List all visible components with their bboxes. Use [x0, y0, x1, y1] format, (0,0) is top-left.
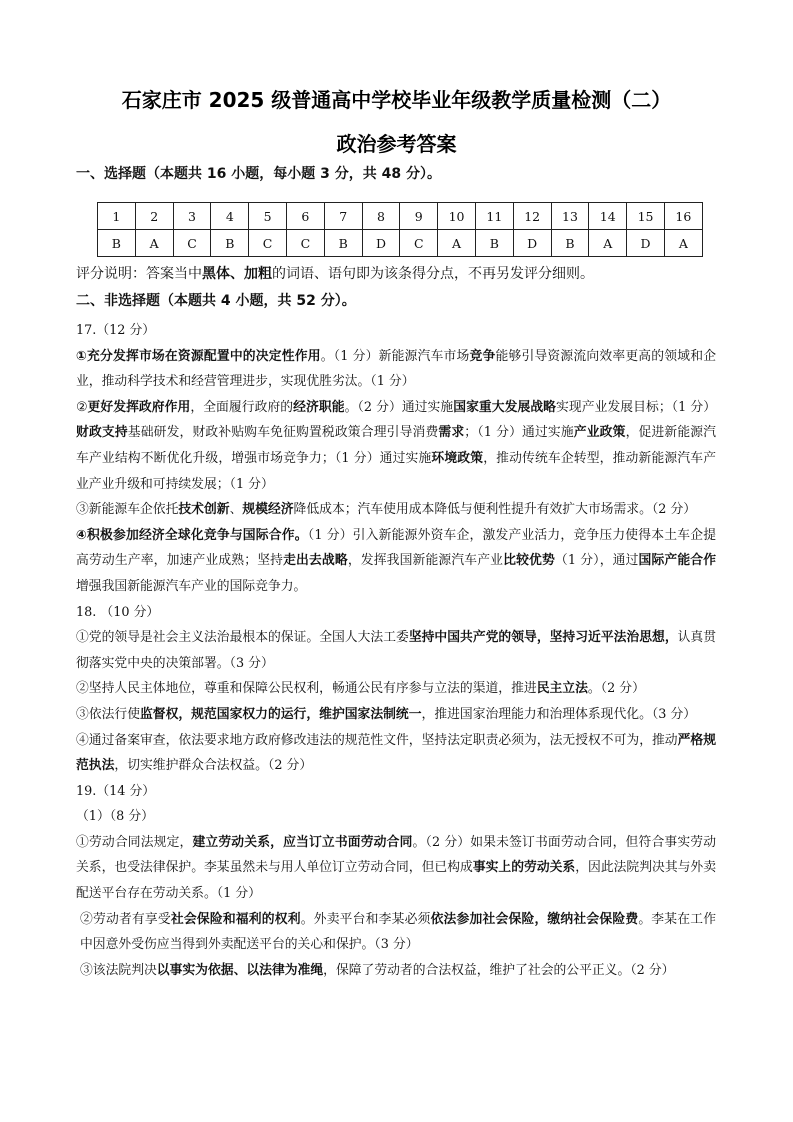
answer-text: 。（2 分）如果未签订书面劳动合同，但符合事实劳动关系，也受法律保护。李某虽然未与用人单位订立劳动合同，但已构成 — [76, 834, 717, 876]
answer-table-answer-cell: A — [135, 230, 173, 257]
answer-text: 增强我国新能源汽车产业的国际竞争力。 — [76, 578, 307, 594]
q19-point-1 — [76, 830, 716, 907]
answer-text: ，保障了劳动者的合法权益，维护了社会的公平正义。（2 分） — [323, 962, 675, 978]
answer-table-answer-cell: D — [362, 230, 400, 257]
q18-point-4 — [76, 728, 716, 779]
answer-text: （1 分）引入新能源外资车企，激发产业活力，竞争压力使得本土车企提高劳动生产率，加速产业成熟；坚持 — [76, 527, 717, 569]
answer-table-question-number: 5 — [249, 203, 287, 230]
answer-table-answer-row — [98, 230, 703, 257]
key-point-text: 走出去战略 — [283, 553, 348, 569]
answer-text: ③依法行使 — [76, 706, 140, 722]
answer-text: ③该法院判决 — [80, 962, 157, 978]
answer-table-question-number: 12 — [513, 203, 551, 230]
answer-table-answer-cell: B — [551, 230, 589, 257]
answer-text: 能够引导资源流向效率更高的领域和企业，推动科学技术和经营管理进步，实现优胜劣汰。（1 分） — [76, 348, 717, 390]
question-18-number: 18. （10 分） — [76, 604, 160, 620]
answer-table-answer-cell: C — [400, 230, 438, 257]
answer-table-question-number: 6 — [286, 203, 324, 230]
key-point-text: 事实上的劳动关系 — [472, 860, 576, 876]
question-17-number: 17.（12 分） — [76, 323, 156, 338]
scoring-note-text-2: 的词语、语句即为该条得分点，不再另发评分细则。 — [272, 266, 594, 282]
key-point-text: 民主立法 — [536, 681, 588, 697]
key-point-text: 产业政策 — [573, 425, 626, 441]
key-point-text: 技术创新 — [178, 502, 230, 518]
scoring-note-bold: 黑体、加粗 — [202, 266, 272, 282]
key-point-text: 财政支持 — [76, 425, 128, 441]
key-point-text: 比较优势 — [503, 553, 555, 569]
answer-table-answer-cell: A — [438, 230, 476, 257]
answer-text: 实现产业发展目标；（1 分） — [556, 399, 717, 415]
answer-text: ①劳动合同法规定， — [76, 834, 193, 850]
answer-table-question-number: 16 — [664, 203, 702, 230]
question-19-sub-1: （1）（8 分） — [76, 809, 154, 825]
answer-text: ；（1 分）通过实施 — [464, 425, 574, 441]
answer-table-question-number: 11 — [475, 203, 513, 230]
key-point-text: 规模经济 — [242, 502, 294, 518]
answer-text: 。（2 分） — [587, 681, 645, 697]
answer-text: 基础研发，财政补贴购车免征购置税政策合理引导消费 — [127, 425, 439, 441]
answer-text: ②坚持人民主体地位，尊重和保障公民权利，畅通公民有序参与立法的渠道，推进 — [76, 681, 537, 697]
key-point-text: 更好发挥政府作用 — [87, 399, 191, 415]
page-title: 石家庄市 2025 级普通高中学校毕业年级教学质量检测（二） — [121, 88, 672, 112]
key-point-text: 环境政策 — [431, 450, 484, 466]
q19-point-3 — [76, 958, 716, 984]
key-point-text: 国际产能合作 — [638, 553, 717, 569]
q18-point-3 — [76, 702, 716, 728]
q17-point-2 — [76, 395, 716, 497]
answer-text: 。（1 分）新能源汽车市场 — [320, 348, 470, 364]
answer-table-question-number: 2 — [135, 203, 173, 230]
answer-text: 。李某在工作中因意外受伤应当得到外卖配送平台的关心和保护。（3 分） — [80, 911, 717, 953]
answer-text: ③新能源车企依托 — [76, 502, 179, 518]
key-point-text: 竞争 — [469, 348, 496, 364]
answer-text: ，发挥我国新能源汽车产业 — [347, 553, 504, 569]
answer-table-question-number: 7 — [324, 203, 362, 230]
answer-table-answer-cell: A — [589, 230, 627, 257]
key-point-text: 坚持中国共产党的领导，坚持习近平法治思想， — [408, 630, 678, 646]
answer-text: ，促进新能源汽车产业结构不断优化升级，增强市场竞争力；（1 分）通过实施 — [76, 425, 717, 466]
scoring-note — [76, 263, 594, 283]
answer-text: ，推动传统车企转型，推动新能源汽车产业产业升级和可持续发展；（1 分） — [76, 450, 717, 492]
page-subtitle: 政治参考答案 — [336, 132, 457, 156]
key-point-text: 国家重大发展战略 — [453, 399, 557, 415]
q19-point-2 — [76, 907, 716, 958]
section-2-heading: 二、非选择题（本题共 4 小题，共 52 分）。 — [76, 293, 356, 309]
answer-table-question-number: 14 — [589, 203, 627, 230]
scoring-note-text-1: 评分说明：答案当中 — [76, 266, 202, 282]
answer-text: ，切实维护群众合法权益。（2 分） — [114, 758, 313, 774]
answer-text: 。（2 分）通过实施 — [344, 399, 454, 415]
answer-text: ①党的领导是社会主义法治最根本的保证。全国人大法工委 — [76, 630, 409, 646]
key-point-text: 严格规范执法 — [76, 732, 717, 774]
answer-text: 。外卖平台和李某必须 — [300, 911, 431, 927]
answer-table-answer-cell: B — [324, 230, 362, 257]
answer-table-answer-cell: B — [475, 230, 513, 257]
answer-text: 降低成本；汽车使用成本降低与便利性提升有效扩大市场需求。（2 分） — [293, 502, 697, 518]
key-point-text: 社会保险和福利的权利 — [170, 911, 301, 927]
answer-table-answer-cell: C — [173, 230, 211, 257]
key-point-text: ④积极参加经济全球化竞争与国际合作。 — [76, 527, 308, 543]
answer-table-question-number: 1 — [98, 203, 136, 230]
key-point-text: ①充分发挥市场在资源配置中的决定性作用 — [76, 348, 321, 364]
answer-table-question-number: 15 — [627, 203, 665, 230]
answer-table-question-number: 9 — [400, 203, 438, 230]
answer-table-answer-cell: B — [211, 230, 249, 257]
answer-text: 、 — [229, 502, 243, 518]
answer-text: （1 分），通过 — [554, 553, 639, 569]
answer-table-answer-cell: C — [286, 230, 324, 257]
answer-table-question-number: 8 — [362, 203, 400, 230]
q17-point-3 — [76, 497, 716, 523]
answer-text: ② — [76, 399, 88, 415]
answer-table-answer-cell: A — [664, 230, 702, 257]
q17-point-1 — [76, 344, 716, 395]
answer-table-question-number: 3 — [173, 203, 211, 230]
key-point-text: 建立劳动关系，应当订立书面劳动合同 — [192, 834, 413, 850]
answer-table-answer-cell: D — [513, 230, 551, 257]
answer-table-number-row — [98, 203, 703, 230]
answer-table-answer-cell: D — [627, 230, 665, 257]
question-19-number: 19.（14 分） — [76, 783, 156, 799]
answer-text: ④通过备案审查，依法要求地方政府修改违法的规范性文件，坚持法定职责必须为，法无授权不可为，推动 — [76, 732, 678, 748]
answer-text: ，因此法院判决其与外卖配送平台存在劳动关系。（1 分） — [76, 860, 717, 902]
answer-table-answer-cell: B — [98, 230, 136, 257]
answer-table — [97, 202, 703, 257]
answers-body — [76, 318, 716, 983]
key-point-text: 以事实为依据、以法律为准绳 — [156, 962, 324, 978]
q18-point-1 — [76, 625, 716, 676]
key-point-text: 监督权，规范国家权力的运行，维护国家法制统一 — [139, 706, 422, 722]
answer-table-question-number: 10 — [438, 203, 476, 230]
section-1-heading: 一、选择题（本题共 16 小题，每小题 3 分，共 48 分）。 — [76, 166, 441, 182]
key-point-text: 经济职能 — [293, 399, 345, 415]
answer-text: ②劳动者有享受 — [80, 911, 171, 927]
q17-point-4 — [76, 523, 716, 600]
answer-table-answer-cell: C — [249, 230, 287, 257]
q18-point-2 — [76, 676, 716, 702]
answer-table-question-number: 4 — [211, 203, 249, 230]
answer-text: ，推进国家治理能力和治理体系现代化。（3 分） — [421, 706, 697, 722]
key-point-text: 需求 — [438, 425, 465, 441]
answer-text: 认真贯彻落实党中央的决策部署。（3 分） — [76, 630, 717, 671]
key-point-text: 依法参加社会保险，缴纳社会保险费 — [430, 911, 639, 927]
answer-text: ，全面履行政府的 — [190, 399, 294, 415]
answer-table-question-number: 13 — [551, 203, 589, 230]
